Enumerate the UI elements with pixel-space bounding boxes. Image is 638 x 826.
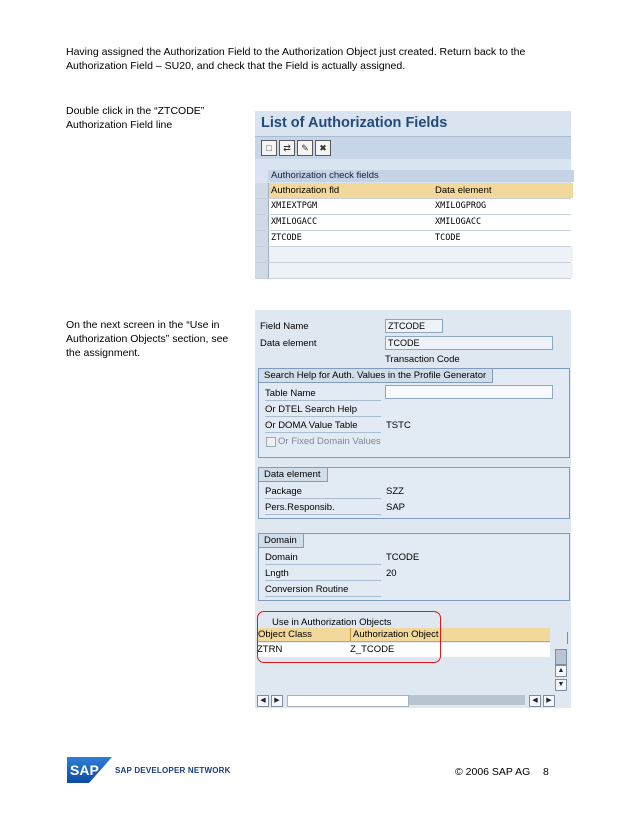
empty-cell [433, 263, 573, 278]
row-selector[interactable] [255, 231, 269, 246]
auth-field-cell[interactable]: ZTCODE [269, 231, 435, 246]
empty-row [255, 247, 571, 263]
table-name-label: Table Name [265, 387, 381, 401]
row-selector [255, 247, 269, 262]
data-element-label: Data element [260, 338, 317, 349]
auth-fields-list-screen [255, 111, 571, 272]
developer-network-label: SAP DEVELOPER NETWORK [115, 766, 231, 775]
responsible-value: SAP [386, 502, 406, 513]
step2-line-3: the assignment. [66, 347, 141, 359]
highlight-annotation [257, 611, 441, 663]
auth-object-cell[interactable]: Z_TCODE [350, 644, 395, 655]
auth-fields-table [255, 183, 571, 279]
table-caption: Authorization check fields [268, 170, 574, 182]
search-help-title: Search Help for Auth. Values in the Profile Generator [259, 369, 493, 383]
data-element-group [258, 467, 570, 519]
domain-value: TCODE [386, 552, 420, 563]
domain-group [258, 533, 570, 601]
table-row[interactable] [255, 215, 571, 231]
length-value: 20 [386, 568, 397, 579]
length-label: Lngth [265, 567, 381, 581]
table-row[interactable] [255, 199, 571, 215]
domain-label: Domain [265, 551, 381, 565]
data-element-description: Transaction Code [385, 354, 460, 365]
scroll-right-icon-2[interactable]: ▶ [543, 695, 555, 707]
search-help-group [258, 368, 570, 458]
horizontal-scroll-track [409, 695, 525, 705]
table-name-input[interactable] [385, 385, 553, 399]
sap-logo [67, 757, 112, 783]
domain-group-title: Domain [259, 534, 304, 548]
toolbar [255, 136, 571, 159]
table-row[interactable] [255, 231, 571, 247]
scroll-left-icon[interactable]: ◀ [257, 695, 269, 707]
data-element-cell[interactable]: TCODE [433, 231, 573, 246]
scroll-thumb[interactable] [555, 649, 567, 665]
column-header-object-class[interactable]: Object Class [258, 629, 312, 640]
delete-icon[interactable]: ✖ [315, 140, 331, 156]
empty-row [255, 263, 571, 279]
page-number: 8 [543, 766, 549, 778]
step1-line-2: Authorization Field line [66, 119, 173, 131]
dtel-search-help-label: Or DTEL Search Help [265, 403, 381, 417]
row-selector[interactable] [255, 215, 269, 230]
data-element-cell[interactable]: XMILOGPROG [433, 199, 573, 214]
scroll-left-icon-2[interactable]: ◀ [529, 695, 541, 707]
intro-line-2: Authorization Field – SU20, and check that the Field is actually assigned. [66, 60, 406, 72]
step1-line-1: Double click in the “ZTCODE” [66, 105, 205, 117]
step2-line-2: Authorization Objects” section, see [66, 333, 229, 345]
use-in-auth-objects-title: Use in Authorization Objects [272, 617, 392, 628]
step2-note [66, 318, 236, 360]
sap-logo-text: SAP [70, 762, 99, 778]
edit-icon[interactable]: ✎ [297, 140, 313, 156]
data-element-group-title: Data element [259, 468, 328, 482]
fixed-domain-values-checkbox[interactable] [266, 437, 276, 447]
horizontal-scrollbar[interactable] [257, 694, 565, 706]
data-element-field[interactable]: TCODE [385, 336, 553, 350]
field-name-field[interactable]: ZTCODE [385, 319, 443, 333]
intro-line-1: Having assigned the Authorization Field to the Authorization Object just created. Return back to the [66, 46, 526, 58]
conversion-routine-label: Conversion Routine [265, 583, 381, 597]
copyright: © 2006 SAP AG [455, 766, 531, 778]
empty-cell [433, 247, 573, 262]
package-value: SZZ [386, 486, 404, 497]
scroll-right-icon[interactable]: ▶ [271, 695, 283, 707]
field-name-label: Field Name [260, 321, 309, 332]
step2-line-1: On the next screen in the “Use in [66, 319, 220, 331]
doma-value-table-value: TSTC [386, 420, 411, 431]
display-change-icon[interactable]: ⇄ [279, 140, 295, 156]
intro-paragraph [66, 45, 566, 73]
horizontal-scroll-thumb[interactable] [287, 695, 409, 707]
doma-value-table-label: Or DOMA Value Table [265, 419, 381, 433]
responsible-label: Pers.Responsib. [265, 501, 381, 515]
row-selector [255, 263, 269, 278]
select-all-cell[interactable] [255, 183, 269, 198]
fixed-domain-values-label: Or Fixed Domain Values [278, 436, 381, 447]
empty-cell [269, 263, 435, 278]
data-element-cell[interactable]: XMILOGACC [433, 215, 573, 230]
empty-cell [269, 247, 435, 262]
table-header-row [255, 183, 571, 199]
package-label: Package [265, 485, 381, 499]
auth-field-cell[interactable]: XMIEXTPGM [269, 199, 435, 214]
object-class-cell[interactable]: ZTRN [257, 644, 283, 655]
row-selector[interactable] [255, 199, 269, 214]
scroll-up-icon[interactable]: ▲ [555, 665, 567, 677]
new-icon[interactable]: □ [261, 140, 277, 156]
scroll-down-icon[interactable]: ▼ [555, 679, 567, 691]
step1-note [66, 104, 236, 132]
screen-title: List of Authorization Fields [261, 115, 448, 131]
column-header-auth-object[interactable]: Authorization Object [350, 628, 439, 641]
column-header-auth-field[interactable]: Authorization fld [269, 183, 435, 198]
column-header-data-element[interactable]: Data element [433, 183, 573, 198]
vertical-scrollbar[interactable] [555, 630, 567, 688]
auth-field-cell[interactable]: XMILOGACC [269, 215, 435, 230]
